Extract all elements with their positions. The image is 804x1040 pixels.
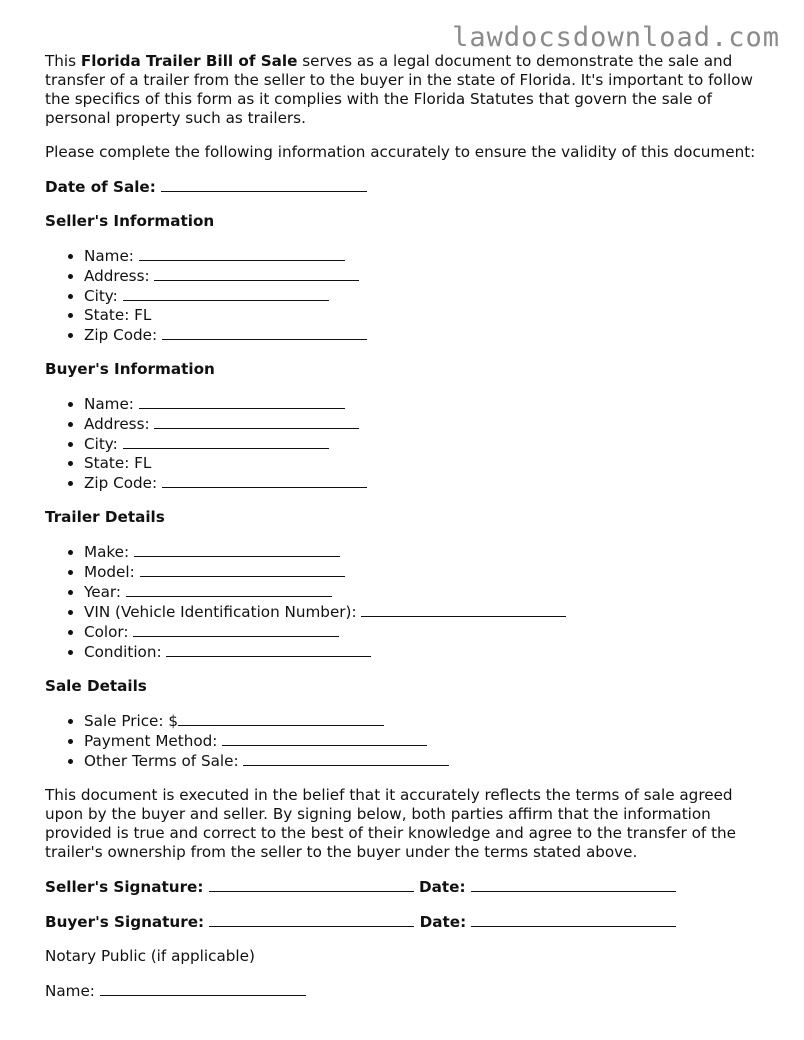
trailer-model-label: Model: — [84, 563, 135, 581]
seller-list — [45, 246, 770, 345]
buyer-city-field[interactable] — [123, 434, 329, 449]
buyer-date-field[interactable] — [471, 912, 676, 927]
trailer-color-label: Color: — [84, 623, 129, 641]
buyer-address-field[interactable] — [154, 414, 359, 429]
buyer-signature-label: Buyer's Signature: — [45, 913, 205, 931]
sale-list — [45, 711, 770, 771]
buyer-state: State: FL — [84, 454, 152, 472]
seller-address-label: Address: — [84, 267, 150, 285]
notary-name-row — [45, 981, 770, 1001]
seller-date-field[interactable] — [471, 877, 676, 892]
buyer-date-label: Date: — [419, 913, 467, 931]
trailer-vin-field[interactable] — [361, 602, 566, 617]
trailer-color-field[interactable] — [133, 622, 339, 637]
seller-zip-field[interactable] — [162, 325, 367, 340]
list-item — [84, 394, 770, 414]
intro-title: Florida Trailer Bill of Sale — [80, 52, 298, 70]
date-of-sale-row — [45, 177, 770, 197]
buyer-name-label: Name: — [84, 395, 134, 413]
date-of-sale-label: Date of Sale: — [45, 178, 156, 196]
buyer-zip-field[interactable] — [162, 473, 367, 488]
list-item — [84, 306, 770, 325]
seller-state: State: FL — [84, 306, 152, 324]
buyer-city-label: City: — [84, 435, 118, 453]
buyer-signature-field[interactable] — [209, 912, 414, 927]
intro-suffix: serves as a legal document to demonstrate the sale and transfer of a trailer from the seller to the buyer in the state of Florida. It's important to follow the specifics of this form as it complies with the Florida Statutes that govern the sale of personal property such as trailers. — [45, 52, 753, 127]
list-item — [84, 414, 770, 434]
buyer-heading: Buyer's Information — [45, 360, 215, 378]
buyer-list — [45, 394, 770, 493]
list-item — [84, 325, 770, 345]
list-item — [84, 454, 770, 473]
list-item — [84, 622, 770, 642]
buyer-name-field[interactable] — [139, 394, 345, 409]
notary-name-field[interactable] — [100, 981, 306, 996]
sale-price-label: Sale Price: $ — [84, 712, 178, 730]
sale-heading: Sale Details — [45, 677, 147, 695]
list-item — [84, 286, 770, 306]
trailer-heading: Trailer Details — [45, 508, 165, 526]
buyer-signature-row — [45, 912, 770, 932]
seller-signature-label: Seller's Signature: — [45, 878, 204, 896]
notary-heading: Notary Public (if applicable) — [45, 947, 255, 965]
seller-signature-row — [45, 877, 770, 897]
seller-zip-label: Zip Code: — [84, 326, 158, 344]
trailer-list — [45, 542, 770, 662]
list-item — [84, 246, 770, 266]
list-item — [84, 642, 770, 662]
trailer-vin-label: VIN (Vehicle Identification Number): — [84, 603, 357, 621]
seller-name-label: Name: — [84, 247, 134, 265]
list-item — [84, 473, 770, 493]
list-item — [84, 751, 770, 771]
document-body — [45, 52, 770, 1016]
intro-paragraph — [45, 52, 770, 128]
other-terms-label: Other Terms of Sale: — [84, 752, 239, 770]
seller-city-label: City: — [84, 287, 118, 305]
sale-price-field[interactable] — [178, 711, 384, 726]
intro-prefix: This — [45, 52, 81, 70]
trailer-condition-field[interactable] — [166, 642, 371, 657]
list-item — [84, 711, 770, 731]
seller-date-label: Date: — [419, 878, 466, 896]
list-item — [84, 266, 770, 286]
trailer-model-field[interactable] — [140, 562, 345, 577]
seller-name-field[interactable] — [139, 246, 345, 261]
seller-signature-field[interactable] — [209, 877, 414, 892]
other-terms-field[interactable] — [243, 751, 449, 766]
trailer-condition-label: Condition: — [84, 643, 162, 661]
trailer-year-field[interactable] — [126, 582, 332, 597]
seller-heading: Seller's Information — [45, 212, 215, 230]
trailer-make-label: Make: — [84, 543, 130, 561]
watermark: lawdocsdownload.com — [452, 22, 780, 53]
trailer-year-label: Year: — [84, 583, 122, 601]
buyer-address-label: Address: — [84, 415, 150, 433]
list-item — [84, 542, 770, 562]
seller-city-field[interactable] — [123, 286, 329, 301]
buyer-zip-label: Zip Code: — [84, 474, 158, 492]
list-item — [84, 602, 770, 622]
list-item — [84, 434, 770, 454]
list-item — [84, 562, 770, 582]
trailer-make-field[interactable] — [134, 542, 340, 557]
payment-method-field[interactable] — [222, 731, 427, 746]
payment-method-label: Payment Method: — [84, 732, 218, 750]
seller-address-field[interactable] — [154, 266, 359, 281]
instructions-paragraph: Please complete the following information accurately to ensure the validity of this document: — [45, 143, 756, 161]
notary-name-label: Name: — [45, 982, 95, 1000]
date-of-sale-field[interactable] — [161, 177, 367, 192]
list-item — [84, 731, 770, 751]
list-item — [84, 582, 770, 602]
closing-paragraph: This document is executed in the belief that it accurately reflects the terms of sale agreed upon by the buyer and seller. By signing below, both parties affirm that the information provided is true and correct to the best of their knowledge and agree to the transfer of the trailer's ownership from the seller to the buyer under the terms stated above. — [45, 786, 737, 861]
